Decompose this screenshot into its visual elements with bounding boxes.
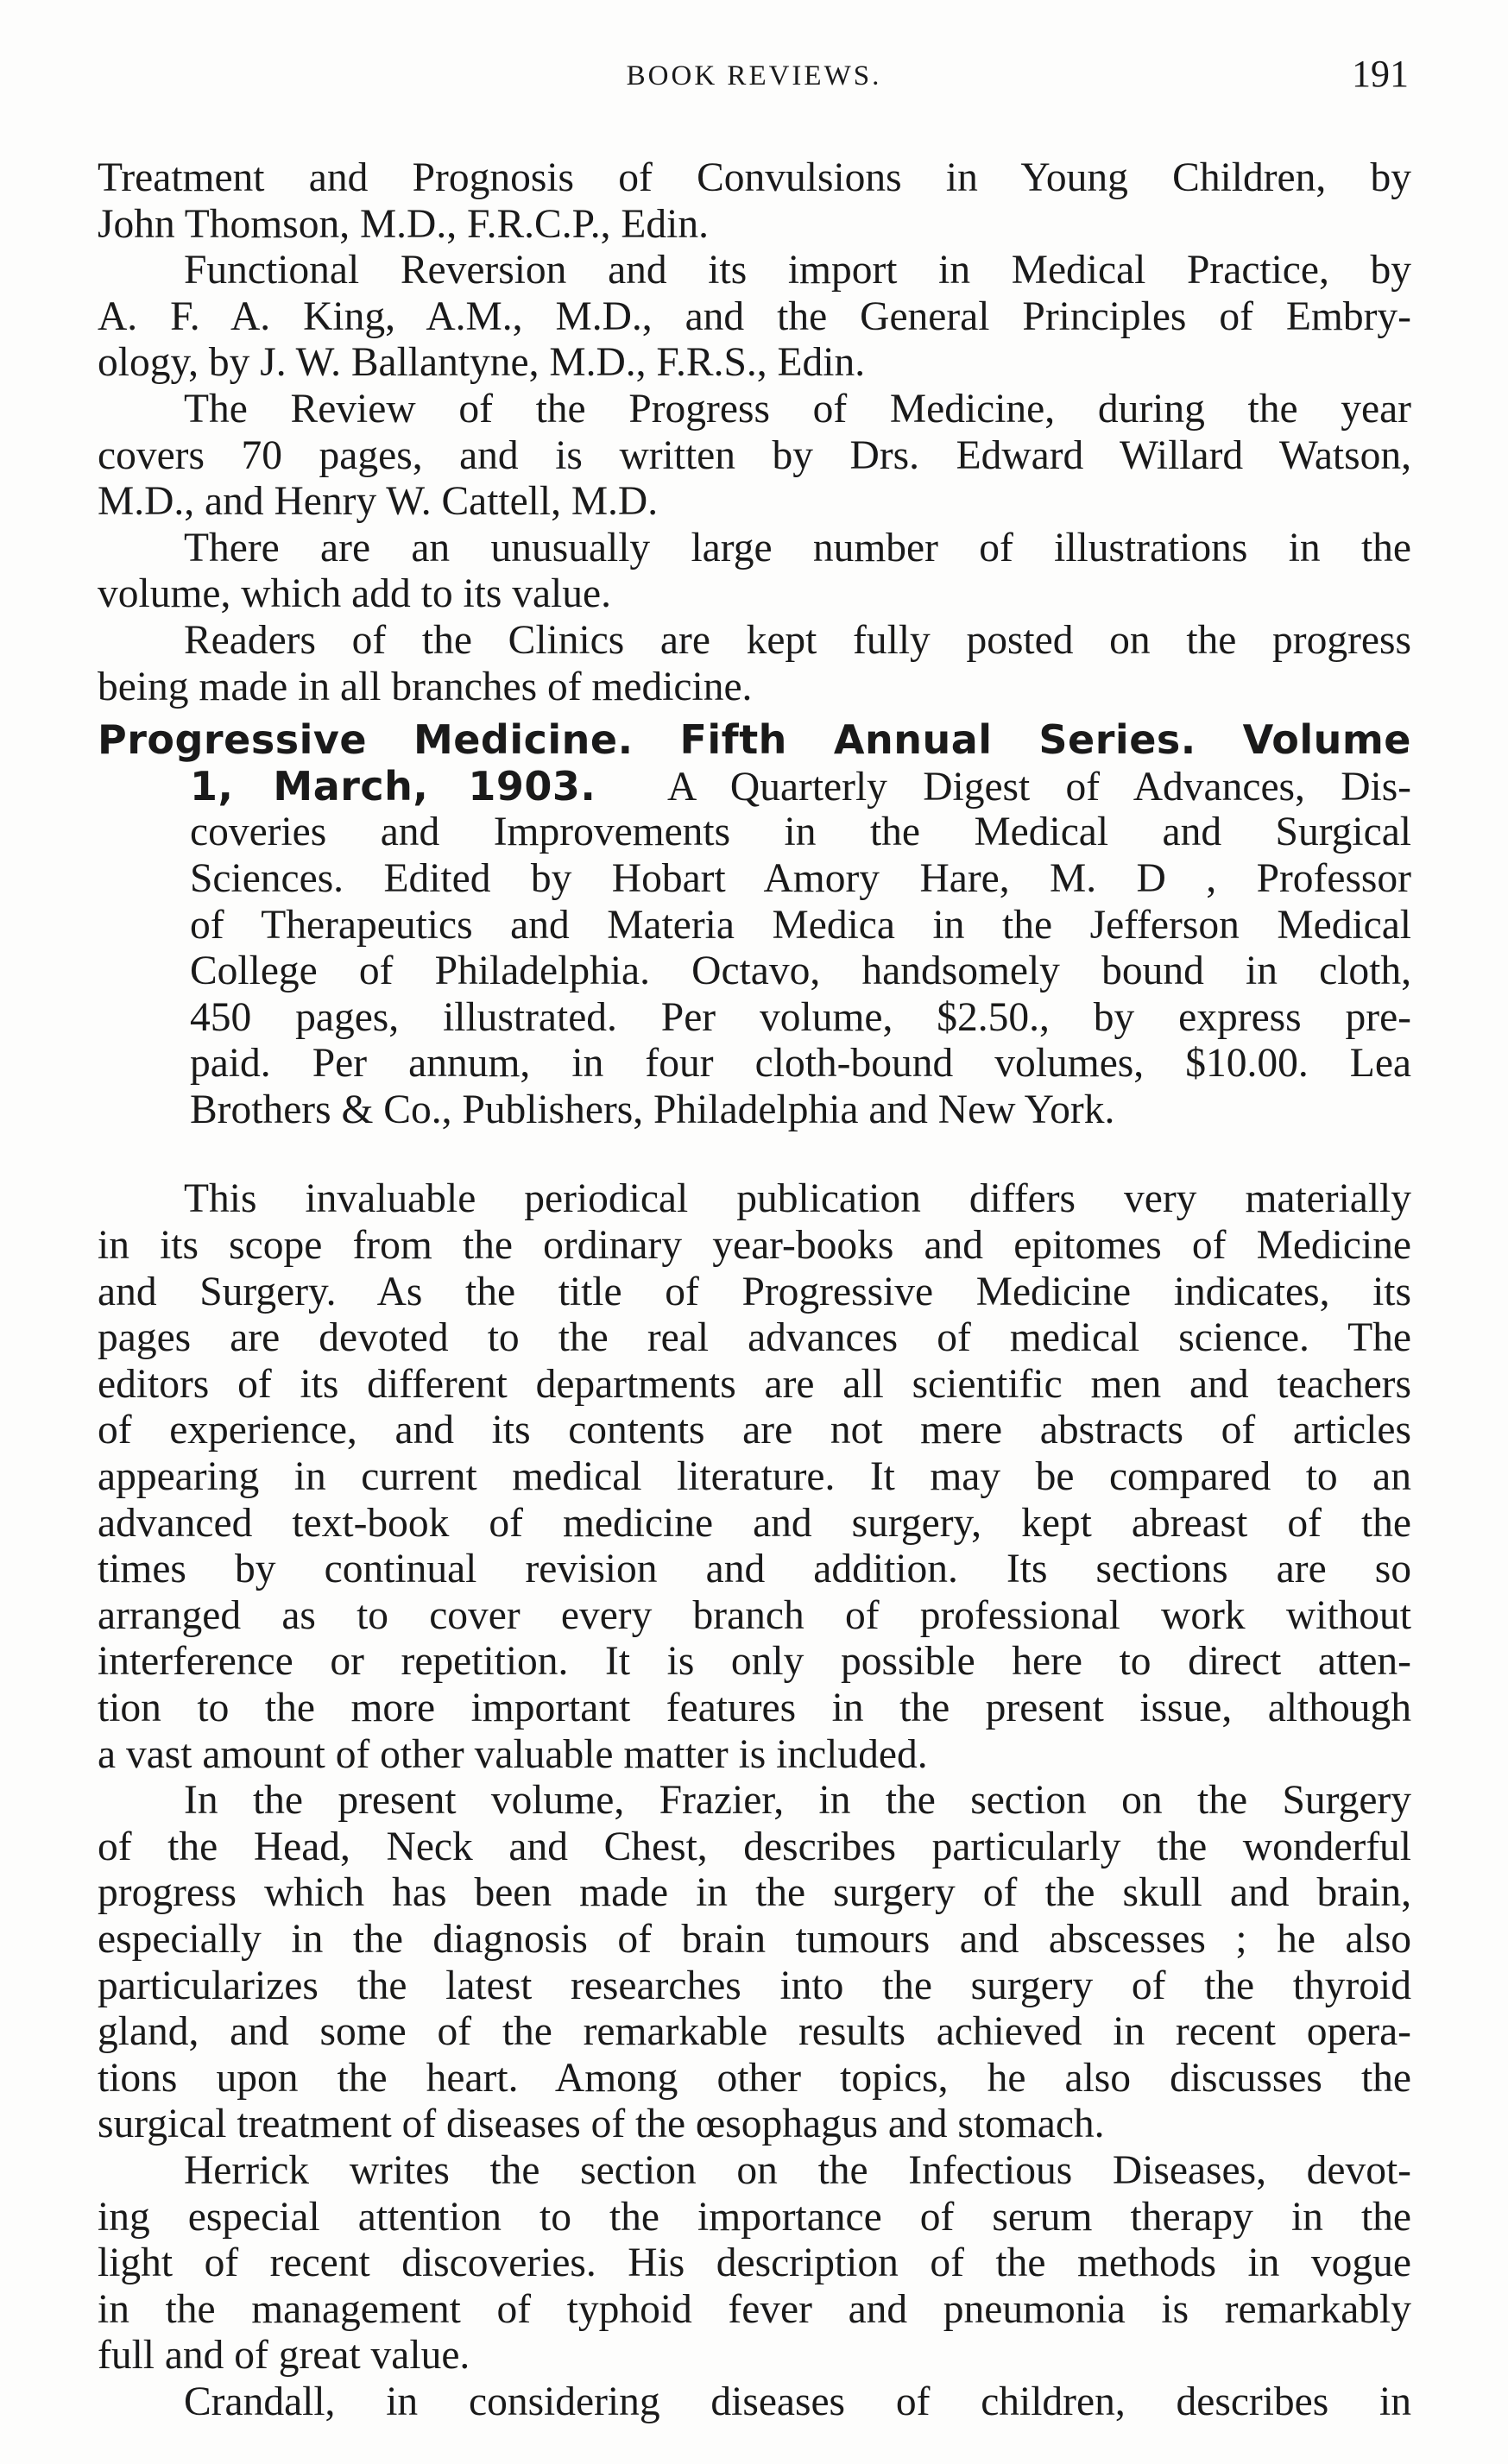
text-line: Herrick writes the section on the Infectious Diseases, devot- xyxy=(184,2147,1411,2193)
text-line: Readers of the Clinics are kept fully posted on the progress xyxy=(184,617,1411,663)
text-line: being made in all branches of medicine. xyxy=(98,664,753,709)
text-line: in its scope from the ordinary year-books and epitomes of Medicine xyxy=(98,1223,1411,1269)
text-line: tion to the more important features in the present issue, although xyxy=(98,1686,1411,1730)
text-line: advanced text-book of medicine and surgery, kept abreast of the xyxy=(98,1500,1411,1546)
text-line: covers 70 pages, and is written by Drs. Edward Willard Watson, xyxy=(98,432,1411,478)
text-line: A. F. A. King, A.M., M.D., and the General Principles of Embry- xyxy=(98,293,1411,339)
text-line: The Review of the Progress of Medicine, during the year xyxy=(184,386,1411,432)
section-gap xyxy=(98,1133,1411,1176)
text-line: There are an unusually large number of illustrations in the xyxy=(184,525,1411,570)
text-line: Crandall, in considering diseases of children, describes in xyxy=(184,2379,1411,2424)
text-line: of the Head, Neck and Chest, describes particularly the wonderful xyxy=(98,1824,1411,1869)
text-line: This invaluable periodical publication differs very materially xyxy=(184,1176,1411,1222)
text-line: pages are devoted to the real advances of medical science. The xyxy=(98,1315,1411,1361)
text-line: full and of great value. xyxy=(98,2333,470,2379)
page-number: 191 xyxy=(1352,53,1409,95)
review-volume-date: 1, March, 1903. xyxy=(190,763,596,810)
review-body xyxy=(98,1176,1411,2425)
text-line: ology, by J. W. Ballantyne, M.D., F.R.S., Edin. xyxy=(98,340,866,386)
text-line: interference or repetition. It is only possible here to direct atten- xyxy=(98,1639,1411,1685)
text-line: Treatment and Prognosis of Convulsions in Young Children, by xyxy=(98,155,1411,200)
text-line: times by continual revision and addition. Its sections are so xyxy=(98,1547,1411,1592)
text-line: ing especial attention to the importance of serum therapy in the xyxy=(98,2194,1411,2240)
text-line: In the present volume, Frazier, in the section on the Surgery xyxy=(184,1778,1411,1824)
text-line: especially in the diagnosis of brain tumours and abscesses ; he also xyxy=(98,1916,1411,1962)
text-line: volume, which add to its value. xyxy=(98,571,611,617)
citation-line: of Therapeutics and Materia Medica in the Jefferson Medical xyxy=(190,902,1411,948)
text-line: arranged as to cover every branch of professional work without xyxy=(98,1592,1411,1638)
text-line: and Surgery. As the title of Progressive Medicine indicates, its xyxy=(98,1269,1411,1314)
text-line: gland, and some of the remarkable results achieved in recent opera- xyxy=(98,2009,1411,2055)
text-line: surgical treatment of diseases of the œsophagus and stomach. xyxy=(98,2102,1105,2147)
review-title: Progressive Medicine. Fifth Annual Series. Volume xyxy=(98,717,1411,764)
text-line: light of recent discoveries. His description of the methods in vogue xyxy=(98,2240,1411,2286)
text-line: particularizes the latest researches into the surgery of the thyroid xyxy=(98,1963,1411,2008)
review-title-continued xyxy=(98,764,1411,810)
citation-line: College of Philadelphia. Octavo, handsomely bound in cloth, xyxy=(190,948,1411,994)
text-line: John Thomson, M.D., F.R.C.P., Edin. xyxy=(98,201,709,247)
citation-line: 450 pages, illustrated. Per volume, $2.50., by express pre- xyxy=(190,994,1411,1040)
page-body xyxy=(98,155,1411,2426)
page-header xyxy=(0,50,1508,102)
citation-line: paid. Per annum, in four cloth-bound volumes, $10.00. Lea xyxy=(190,1041,1411,1087)
citation-text: A Quarterly Digest of Advances, Dis- xyxy=(666,764,1411,810)
text-line: a vast amount of other valuable matter is included. xyxy=(98,1731,928,1777)
previous-review-tail xyxy=(98,155,1411,710)
citation-line: Brothers & Co., Publishers, Philadelphia and New York. xyxy=(190,1087,1115,1132)
text-line: Functional Reversion and its import in Medical Practice, by xyxy=(184,248,1411,293)
text-line: appearing in current medical literature. It may be compared to an xyxy=(98,1454,1411,1500)
review-citation xyxy=(98,717,1411,1133)
text-line: editors of its different departments are all scientific men and teachers xyxy=(98,1361,1411,1407)
text-line: M.D., and Henry W. Cattell, M.D. xyxy=(98,479,659,525)
text-line: tions upon the heart. Among other topics, he also discusses the xyxy=(98,2055,1411,2101)
text-line: of experience, and its contents are not mere abstracts of articles xyxy=(98,1408,1411,1453)
citation-line: Sciences. Edited by Hobart Amory Hare, M. D , Professor xyxy=(190,855,1411,901)
text-line: in the management of typhoid fever and pneumonia is remarkably xyxy=(98,2286,1411,2332)
running-head: BOOK REVIEWS. xyxy=(626,60,882,91)
citation-line: coveries and Improvements in the Medical and Surgical xyxy=(190,810,1411,855)
text-line: progress which has been made in the surgery of the skull and brain, xyxy=(98,1870,1411,1916)
